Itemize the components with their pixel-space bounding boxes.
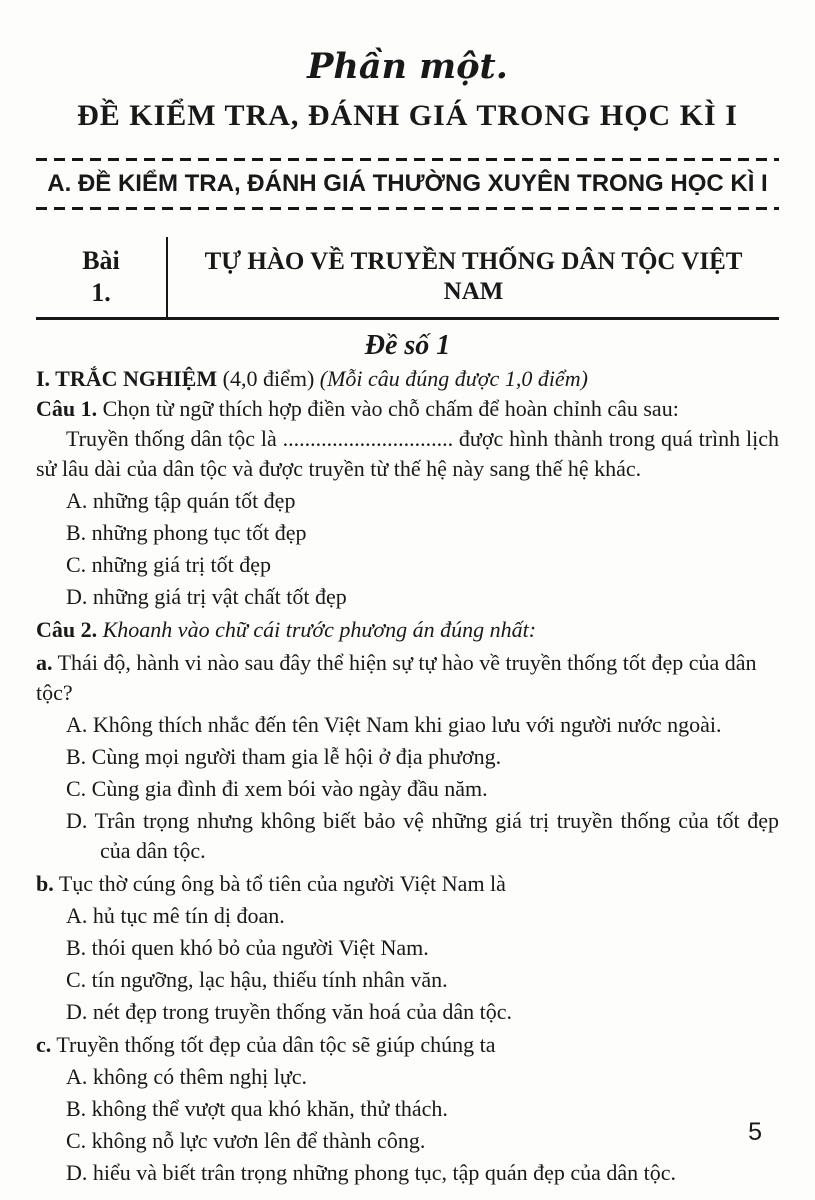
question-1-option-c: C. những giá trị tốt đẹp <box>66 552 272 577</box>
question-2c-label: c. <box>36 1032 52 1057</box>
lesson-number-cell <box>36 237 166 317</box>
question-2b-option-a: A. hủ tục mê tín dị đoan. <box>66 903 285 928</box>
question-2a-option-d: D. Trân trọng nhưng không biết bảo vệ những giá trị truyền thống của tốt đẹp của dân tộc. <box>66 808 779 863</box>
section-a-heading: A. ĐỀ KIỂM TRA, ĐÁNH GIÁ THƯỜNG XUYÊN TRONG HỌC KÌ I <box>47 170 768 197</box>
question-1 <box>36 394 779 612</box>
question-2b-option-d: D. nét đẹp trong truyền thống văn hoá của dân tộc. <box>66 999 512 1024</box>
question-1-label: Câu 1. <box>36 396 98 421</box>
question-2c-option-a: A. không có thêm nghị lực. <box>66 1064 308 1089</box>
question-2c-option-d: D. hiểu và biết trân trọng những phong tục, tập quán đẹp của dân tộc. <box>66 1160 677 1185</box>
question-2b-option-b: B. thói quen khó bỏ của người Việt Nam. <box>66 935 429 960</box>
mc-section-points: (4,0 điểm) <box>222 366 315 391</box>
question-2b-prompt <box>36 869 779 899</box>
question-1-option-b: B. những phong tục tốt đẹp <box>66 520 307 545</box>
mc-section-note: (Mỗi câu đúng được 1,0 điểm) <box>319 366 588 391</box>
question-2-label: Câu 2. <box>36 617 98 642</box>
section-divider-bottom <box>36 207 779 210</box>
question-2a-prompt <box>36 648 779 708</box>
part-title: Phần một. <box>307 46 508 87</box>
question-1-option-d: D. những giá trị vật chất tốt đẹp <box>66 584 347 609</box>
part-heading: ĐỀ KIỂM TRA, ĐÁNH GIÁ TRONG HỌC KÌ I <box>77 99 738 132</box>
question-2a-prompt-text: Thái độ, hành vi nào sau đây thể hiện sự tự hào về truyền thống tốt đẹp của dân tộc? <box>36 650 757 705</box>
question-2c-prompt <box>36 1030 779 1060</box>
exam-title: Đề số 1 <box>364 330 451 361</box>
question-2a-option-a: A. Không thích nhắc đến tên Việt Nam khi giao lưu với người nước ngoài. <box>66 712 722 737</box>
lesson-title: TỰ HÀO VỀ TRUYỀN THỐNG DÂN TỘC VIỆT NAM <box>166 237 779 317</box>
question-2b-option-c: C. tín ngưỡng, lạc hậu, thiếu tính nhân văn. <box>66 967 448 992</box>
question-2c-option-b: B. không thể vượt qua khó khăn, thử thách. <box>66 1096 448 1121</box>
question-2b-prompt-text: Tục thờ cúng ông bà tổ tiên của người Việt Nam là <box>58 871 506 896</box>
question-2a-label: a. <box>36 650 53 675</box>
question-2-prompt <box>36 615 779 645</box>
lesson-header-box <box>36 237 779 320</box>
question-2-prompt-text: Khoanh vào chữ cái trước phương án đúng nhất: <box>102 617 537 642</box>
lesson-number: 1. <box>91 278 111 307</box>
question-1-paragraph: Truyền thống dân tộc là ............................... được hình thành trong quá trình lịch sử lâu dài của dân tộc và được truyền từ thế hệ này sang thế hệ khác. <box>36 426 779 481</box>
mc-section-heading <box>36 364 779 394</box>
question-2c-option-c: C. không nỗ lực vươn lên để thành công. <box>66 1128 426 1153</box>
question-2c-prompt-text: Truyền thống tốt đẹp của dân tộc sẽ giúp chúng ta <box>56 1032 496 1057</box>
question-2 <box>36 615 779 1188</box>
question-2b-label: b. <box>36 871 54 896</box>
mc-section-label: I. TRẮC NGHIỆM <box>36 366 218 391</box>
question-1-option-a: A. những tập quán tốt đẹp <box>66 488 296 513</box>
question-2b <box>36 869 779 1027</box>
question-1-prompt <box>36 394 779 424</box>
question-2a-option-c: C. Cùng gia đình đi xem bói vào ngày đầu năm. <box>66 776 488 801</box>
question-2a-option-b: B. Cùng mọi người tham gia lễ hội ở địa phương. <box>66 744 502 769</box>
question-2c <box>36 1030 779 1188</box>
page-number: 5 <box>748 1118 762 1146</box>
lesson-word: Bài <box>82 246 120 275</box>
question-2a <box>36 648 779 866</box>
question-1-prompt-text: Chọn từ ngữ thích hợp điền vào chỗ chấm để hoàn chỉnh câu sau: <box>102 396 679 421</box>
